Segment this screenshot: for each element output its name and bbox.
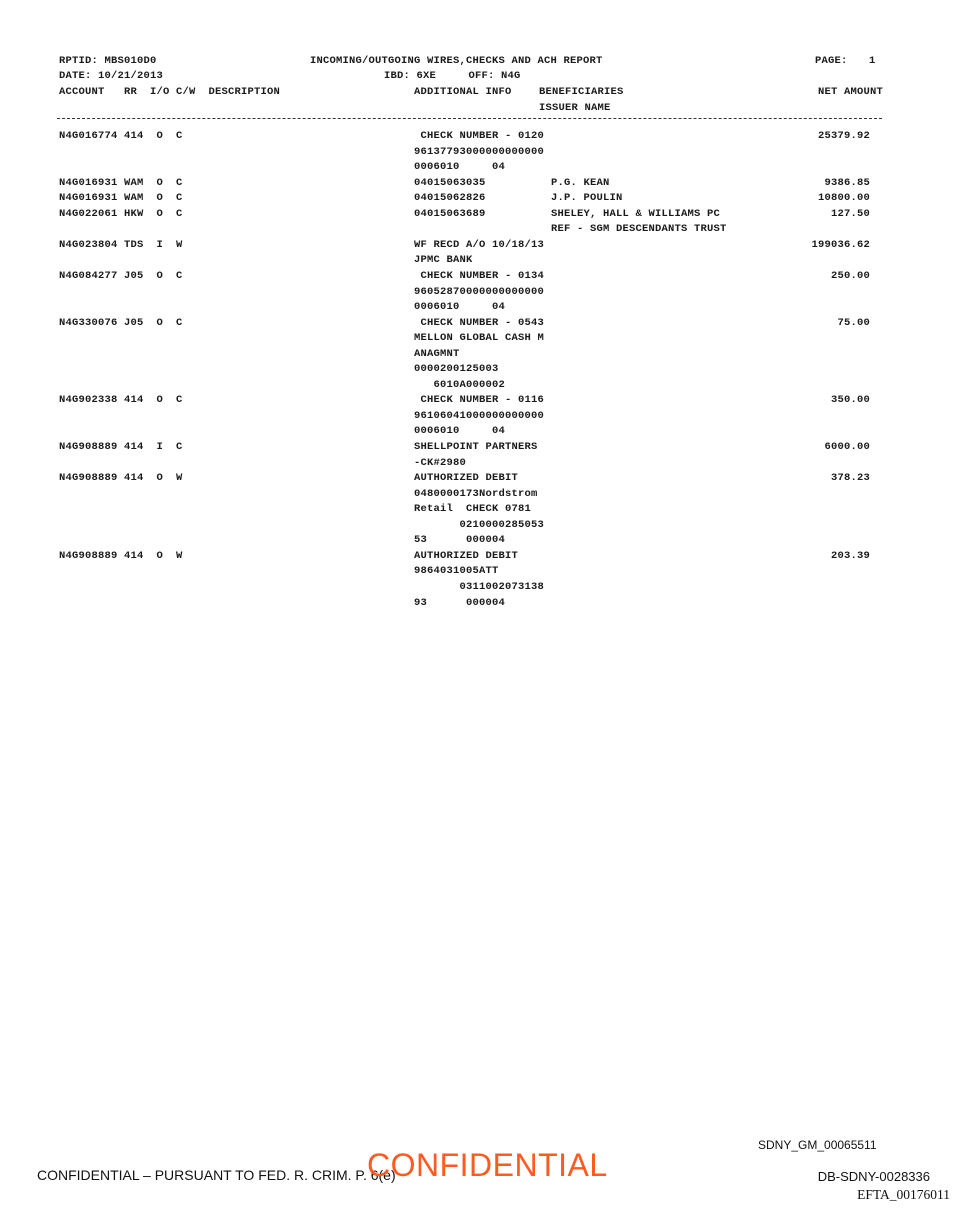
additional-info-cell: CHECK NUMBER - 0116: [414, 394, 545, 407]
table-row: [0, 161, 968, 177]
page-label: PAGE:: [815, 55, 848, 67]
beneficiary-cell: SHELEY, HALL & WILLIAMS PC: [551, 207, 721, 220]
additional-info-cell: 96052870000000000000: [414, 285, 545, 298]
table-row: [0, 208, 968, 224]
net-amount-cell: 75.00: [837, 316, 870, 329]
additional-info-cell: 0006010 04: [414, 425, 506, 438]
table-row: [0, 519, 968, 535]
additional-info-cell: 0210000285053: [414, 518, 545, 531]
table-row: [0, 348, 968, 364]
table-row: [0, 534, 968, 550]
net-amount-cell: 6000.00: [824, 441, 870, 453]
table-row: [0, 130, 968, 146]
column-header-issuer-name: ISSUER NAME: [539, 102, 611, 114]
confidential-stamp: CONFIDENTIAL: [367, 1147, 608, 1183]
additional-info-cell: Retail CHECK 0781: [414, 503, 532, 516]
account-cell: N4G016931 WAM O C: [59, 176, 183, 189]
additional-info-cell: 0000200125003: [414, 363, 499, 376]
net-amount-cell: 9386.85: [824, 176, 870, 189]
table-row: [0, 301, 968, 317]
table-row: [0, 457, 968, 473]
bates-number-db: DB-SDNY-0028336: [817, 1169, 930, 1184]
table-row: [0, 410, 968, 426]
table-row: [0, 239, 968, 255]
table-row: [0, 597, 968, 613]
account-cell: N4G908889 414 I C: [59, 441, 183, 453]
beneficiary-cell: J.P. POULIN: [551, 192, 623, 205]
table-row: [0, 488, 968, 504]
net-amount-cell: 199036.62: [811, 238, 870, 251]
header-divider: [57, 118, 882, 119]
net-amount-cell: 203.39: [830, 549, 870, 562]
net-amount-cell: 10800.00: [817, 192, 870, 205]
additional-info-cell: -CK#2980: [414, 456, 467, 469]
report-title: INCOMING/OUTGOING WIRES,CHECKS AND ACH REPORT: [310, 55, 603, 67]
table-row: [0, 192, 968, 208]
bates-number-efta: EFTA_00176011: [857, 1187, 950, 1202]
additional-info-cell: WF RECD A/O 10/18/13: [414, 238, 545, 251]
additional-info-cell: 6010A000002: [414, 378, 506, 391]
table-row: [0, 223, 968, 239]
net-amount-cell: 378.23: [830, 472, 870, 485]
beneficiary-cell: REF - SGM DESCENDANTS TRUST: [551, 223, 727, 236]
table-row: [0, 425, 968, 441]
additional-info-cell: 96137793000000000000: [414, 145, 545, 158]
additional-info-cell: SHELLPOINT PARTNERS: [414, 441, 538, 453]
column-header-beneficiaries: BENEFICIARIES: [539, 86, 624, 98]
report-id: RPTID: MBS010D0: [59, 55, 157, 67]
table-row: [0, 472, 968, 488]
account-cell: N4G084277 J05 O C: [59, 269, 183, 282]
additional-info-cell: 04015063689: [414, 207, 486, 220]
additional-info-cell: AUTHORIZED DEBIT: [414, 472, 519, 485]
additional-info-cell: CHECK NUMBER - 0134: [414, 269, 545, 282]
table-row: [0, 379, 968, 395]
net-amount-cell: 350.00: [830, 394, 870, 407]
additional-info-cell: 53 000004: [414, 534, 506, 547]
confidential-notice: CONFIDENTIAL – PURSUANT TO FED. R. CRIM. P. 6(e): [37, 1167, 396, 1183]
additional-info-cell: CHECK NUMBER - 0543: [414, 316, 545, 329]
account-cell: N4G016931 WAM O C: [59, 192, 183, 205]
account-cell: N4G908889 414 O W: [59, 472, 183, 485]
additional-info-cell: 04015062826: [414, 192, 486, 205]
report-date: DATE: 10/21/2013: [59, 70, 164, 82]
table-row: [0, 550, 968, 566]
additional-info-cell: 0006010 04: [414, 301, 506, 314]
additional-info-cell: MELLON GLOBAL CASH M: [414, 332, 545, 345]
additional-info-cell: JPMC BANK: [414, 254, 473, 267]
table-row: [0, 254, 968, 270]
column-header-net-amount: NET AMOUNT: [818, 86, 884, 98]
beneficiary-cell: P.G. KEAN: [551, 176, 610, 189]
table-row: [0, 503, 968, 519]
table-row: [0, 317, 968, 333]
net-amount-cell: 25379.92: [817, 130, 870, 142]
net-amount-cell: 250.00: [830, 269, 870, 282]
net-amount-cell: 127.50: [830, 207, 870, 220]
table-row: [0, 394, 968, 410]
additional-info-cell: 93 000004: [414, 596, 506, 609]
additional-info-cell: 0480000173Nordstrom: [414, 487, 538, 500]
account-cell: N4G022061 HKW O C: [59, 207, 183, 220]
table-row: [0, 270, 968, 286]
account-cell: N4G023804 TDS I W: [59, 238, 183, 251]
table-row: [0, 146, 968, 162]
additional-info-cell: AUTHORIZED DEBIT: [414, 549, 519, 562]
table-row: [0, 177, 968, 193]
ibd-office: IBD: 6XE OFF: N4G: [384, 70, 521, 82]
additional-info-cell: CHECK NUMBER - 0120: [414, 130, 545, 142]
additional-info-cell: 9864031005ATT: [414, 565, 499, 578]
account-cell: N4G908889 414 O W: [59, 549, 183, 562]
account-cell: N4G330076 J05 O C: [59, 316, 183, 329]
column-header-account: ACCOUNT RR I/O C/W DESCRIPTION: [59, 86, 281, 98]
additional-info-cell: 0006010 04: [414, 161, 506, 174]
table-row: [0, 286, 968, 302]
additional-info-cell: 96106041000000000000: [414, 409, 545, 422]
column-header-additional-info: ADDITIONAL INFO: [414, 86, 512, 98]
table-row: [0, 332, 968, 348]
additional-info-cell: 0311002073138: [414, 580, 545, 593]
table-row: [0, 581, 968, 597]
bates-number-sdny-gm: SDNY_GM_00065511: [758, 1138, 877, 1152]
page-number: 1: [869, 55, 876, 67]
additional-info-cell: 04015063035: [414, 176, 486, 189]
additional-info-cell: ANAGMNT: [414, 347, 460, 360]
table-row: [0, 441, 968, 457]
account-cell: N4G902338 414 O C: [59, 394, 183, 407]
table-row: [0, 565, 968, 581]
table-row: [0, 363, 968, 379]
report-header: [0, 0, 968, 144]
account-cell: N4G016774 414 O C: [59, 130, 183, 142]
